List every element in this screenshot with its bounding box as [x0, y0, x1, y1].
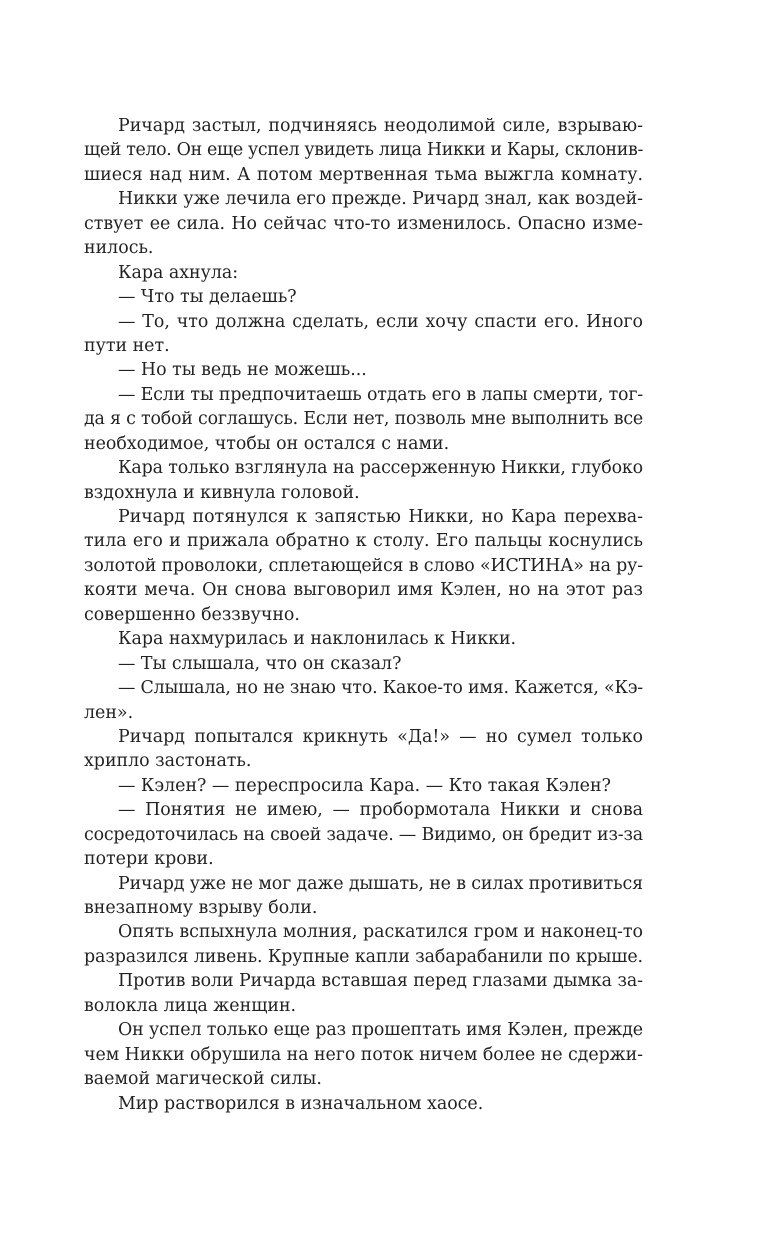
text-line: хрипло застонать.: [84, 751, 252, 772]
text-line: ствует ее сила. Но сейчас что-то изменилось. Опасно изме-: [84, 213, 643, 234]
text-line: сосредоточилась на своей задаче. — Видимо, он бредит из-за: [84, 824, 643, 845]
text-line: — Если ты предпочитаешь отдать его в лапы смерти, тог-: [118, 384, 643, 405]
text-line: Опять вспыхнула молния, раскатился гром и наконец-то: [118, 922, 644, 943]
text-line: потери крови.: [84, 849, 214, 870]
text-line: вздохнула и кивнула головой.: [84, 482, 360, 503]
text-line: да я с тобой соглашусь. Если нет, позволь мне выполнить все: [84, 409, 643, 430]
text-line: — Кэлен? — переспросила Кара. — Кто такая Кэлен?: [118, 775, 611, 796]
text-line: — Слышала, но не знаю что. Какое-то имя. Кажется, «Кэ-: [118, 678, 643, 699]
text-line: тила его и прижала обратно к столу. Его пальцы коснулись: [84, 531, 643, 552]
text-line: Мир растворился в изначальном хаосе.: [118, 1093, 484, 1114]
text-line: чем Никки обрушила на него поток ничем более не сдержи-: [84, 1044, 643, 1065]
text-line: Кара нахмурилась и наклонилась к Никки.: [118, 629, 517, 650]
text-line: — Что ты делаешь?: [118, 287, 297, 308]
text-line: золотой проволоки, сплетающейся в слово «ИСТИНА» на ру-: [84, 555, 643, 576]
text-line: Он успел только еще раз прошептать имя Кэлен, прежде: [118, 1020, 643, 1041]
text-line: разразился ливень. Крупные капли забарабанили по крыше.: [84, 946, 643, 967]
text-line: Ричард застыл, подчиняясь неодолимой силе, взрываю-: [118, 116, 643, 136]
text-line: — Но ты ведь не можешь...: [118, 360, 367, 381]
text-line: совершенно беззвучно.: [84, 604, 300, 625]
text-line: необходимое, чтобы он остался с нами.: [84, 433, 450, 454]
text-line: Ричард уже не мог даже дышать, не в силах противиться: [118, 873, 643, 894]
text-line: Против воли Ричарда вставшая перед глазами дымка за-: [118, 971, 643, 992]
text-line: — То, что должна сделать, если хочу спасти его. Иного: [118, 311, 643, 332]
text-line: Кара ахнула:: [118, 262, 239, 283]
text-line: щей тело. Он еще успел увидеть лица Никки и Кары, склонив-: [84, 140, 643, 161]
text-line: Ричард потянулся к запястью Никки, но Кара перехва-: [118, 507, 643, 527]
text-line: пути нет.: [84, 335, 170, 356]
body-text: [84, 114, 643, 1116]
text-line: шиеся над ним. А потом мертвенная тьма выжгла комнату.: [84, 164, 643, 185]
text-line: лен».: [84, 702, 134, 723]
text-line: кояти меча. Он снова выговорил имя Кэлен, но на этот раз: [84, 580, 643, 601]
text-line: Кара только взглянула на рассерженную Никки, глубоко: [118, 458, 643, 479]
text-line: — Ты слышала, что он сказал?: [118, 653, 402, 674]
text-line: Никки уже лечила его прежде. Ричард знал, как воздей-: [118, 189, 643, 210]
text-line: — Понятия не имею, — пробормотала Никки и снова: [118, 800, 643, 821]
text-line: внезапному взрыву боли.: [84, 898, 318, 918]
text-line: ваемой магической силы.: [84, 1069, 322, 1090]
text-line: нилось.: [84, 238, 154, 259]
text-line: Ричард попытался крикнуть «Да!» — но сумел только: [118, 726, 643, 747]
text-line: волокла лица женщин.: [84, 995, 297, 1016]
